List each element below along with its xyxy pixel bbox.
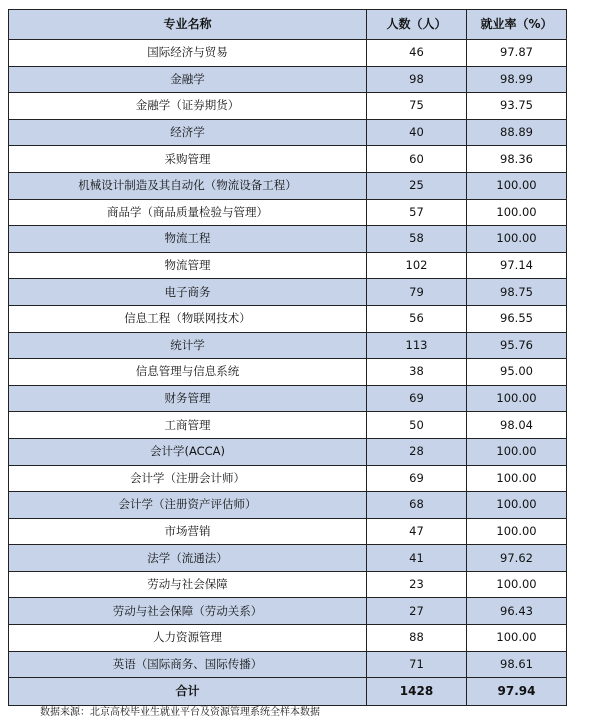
table-row xyxy=(9,146,567,173)
cell-major: 工商管理 xyxy=(9,412,367,439)
cell-major: 会计学(ACCA) xyxy=(9,438,367,465)
table-row xyxy=(9,518,567,545)
table-row xyxy=(9,545,567,572)
cell-major: 物流管理 xyxy=(9,252,367,279)
table-row xyxy=(9,625,567,652)
cell-count: 75 xyxy=(367,93,467,120)
employment-rate-table xyxy=(8,9,567,706)
cell-count: 40 xyxy=(367,119,467,146)
table-row xyxy=(9,119,567,146)
cell-count: 57 xyxy=(367,199,467,226)
cell-rate: 100.00 xyxy=(467,571,567,598)
cell-rate: 100.00 xyxy=(467,172,567,199)
cell-rate: 97.62 xyxy=(467,545,567,572)
cell-rate: 95.00 xyxy=(467,359,567,386)
cell-rate: 98.61 xyxy=(467,651,567,678)
cell-rate: 88.89 xyxy=(467,119,567,146)
cell-major: 物流工程 xyxy=(9,226,367,253)
cell-rate: 100.00 xyxy=(467,465,567,492)
cell-rate: 96.55 xyxy=(467,305,567,332)
cell-rate: 95.76 xyxy=(467,332,567,359)
table-row xyxy=(9,359,567,386)
table-row xyxy=(9,279,567,306)
cell-rate: 100.00 xyxy=(467,385,567,412)
cell-rate: 98.36 xyxy=(467,146,567,173)
cell-major: 劳动与社会保障 xyxy=(9,571,367,598)
table-row xyxy=(9,412,567,439)
total-count: 1428 xyxy=(367,678,467,706)
cell-count: 50 xyxy=(367,412,467,439)
cell-count: 69 xyxy=(367,385,467,412)
table-row xyxy=(9,385,567,412)
cell-count: 98 xyxy=(367,66,467,93)
table-row xyxy=(9,40,567,67)
table-row xyxy=(9,598,567,625)
cell-count: 41 xyxy=(367,545,467,572)
cell-count: 47 xyxy=(367,518,467,545)
cell-count: 46 xyxy=(367,40,467,67)
table-row xyxy=(9,438,567,465)
cell-major: 商品学（商品质量检验与管理） xyxy=(9,199,367,226)
cell-count: 58 xyxy=(367,226,467,253)
cell-count: 102 xyxy=(367,252,467,279)
cell-major: 会计学（注册资产评估师） xyxy=(9,492,367,519)
cell-major: 机械设计制造及其自动化（物流设备工程） xyxy=(9,172,367,199)
table-row xyxy=(9,66,567,93)
cell-major: 人力资源管理 xyxy=(9,625,367,652)
cell-major: 英语（国际商务、国际传播） xyxy=(9,651,367,678)
table-row xyxy=(9,465,567,492)
cell-rate: 98.75 xyxy=(467,279,567,306)
cell-major: 采购管理 xyxy=(9,146,367,173)
cell-major: 信息工程（物联网技术） xyxy=(9,305,367,332)
cell-major: 信息管理与信息系统 xyxy=(9,359,367,386)
cell-count: 68 xyxy=(367,492,467,519)
table-row xyxy=(9,93,567,120)
table-row xyxy=(9,199,567,226)
table-row xyxy=(9,571,567,598)
cell-rate: 100.00 xyxy=(467,199,567,226)
cell-rate: 100.00 xyxy=(467,226,567,253)
cell-rate: 96.43 xyxy=(467,598,567,625)
cell-count: 79 xyxy=(367,279,467,306)
cell-major: 市场营销 xyxy=(9,518,367,545)
cell-major: 统计学 xyxy=(9,332,367,359)
header-rate: 就业率（%） xyxy=(467,10,567,40)
cell-major: 电子商务 xyxy=(9,279,367,306)
cell-major: 劳动与社会保障（劳动关系） xyxy=(9,598,367,625)
cell-major: 金融学（证券期货） xyxy=(9,93,367,120)
cell-rate: 98.99 xyxy=(467,66,567,93)
cell-rate: 100.00 xyxy=(467,492,567,519)
header-count: 人数（人） xyxy=(367,10,467,40)
cell-major: 法学（流通法） xyxy=(9,545,367,572)
data-source-note: 数据来源：北京高校毕业生就业平台及资源管理系统全样本数据 xyxy=(40,707,320,718)
table-row xyxy=(9,172,567,199)
cell-major: 财务管理 xyxy=(9,385,367,412)
cell-major: 国际经济与贸易 xyxy=(9,40,367,67)
cell-count: 60 xyxy=(367,146,467,173)
cell-count: 27 xyxy=(367,598,467,625)
cell-rate: 100.00 xyxy=(467,625,567,652)
cell-rate: 97.14 xyxy=(467,252,567,279)
table-row xyxy=(9,492,567,519)
table-row xyxy=(9,305,567,332)
cell-count: 56 xyxy=(367,305,467,332)
cell-count: 38 xyxy=(367,359,467,386)
cell-major: 经济学 xyxy=(9,119,367,146)
cell-count: 113 xyxy=(367,332,467,359)
cell-rate: 100.00 xyxy=(467,438,567,465)
cell-count: 88 xyxy=(367,625,467,652)
cell-count: 25 xyxy=(367,172,467,199)
table-header-row xyxy=(9,10,567,40)
table-row xyxy=(9,651,567,678)
table-row xyxy=(9,252,567,279)
cell-count: 71 xyxy=(367,651,467,678)
table-row xyxy=(9,226,567,253)
total-row xyxy=(9,678,567,706)
cell-rate: 98.04 xyxy=(467,412,567,439)
header-major: 专业名称 xyxy=(9,10,367,40)
cell-rate: 97.87 xyxy=(467,40,567,67)
cell-major: 会计学（注册会计师） xyxy=(9,465,367,492)
cell-count: 69 xyxy=(367,465,467,492)
cell-rate: 100.00 xyxy=(467,518,567,545)
cell-count: 28 xyxy=(367,438,467,465)
cell-rate: 93.75 xyxy=(467,93,567,120)
total-rate: 97.94 xyxy=(467,678,567,706)
cell-major: 金融学 xyxy=(9,66,367,93)
table-row xyxy=(9,332,567,359)
total-label: 合计 xyxy=(9,678,367,706)
cell-count: 23 xyxy=(367,571,467,598)
